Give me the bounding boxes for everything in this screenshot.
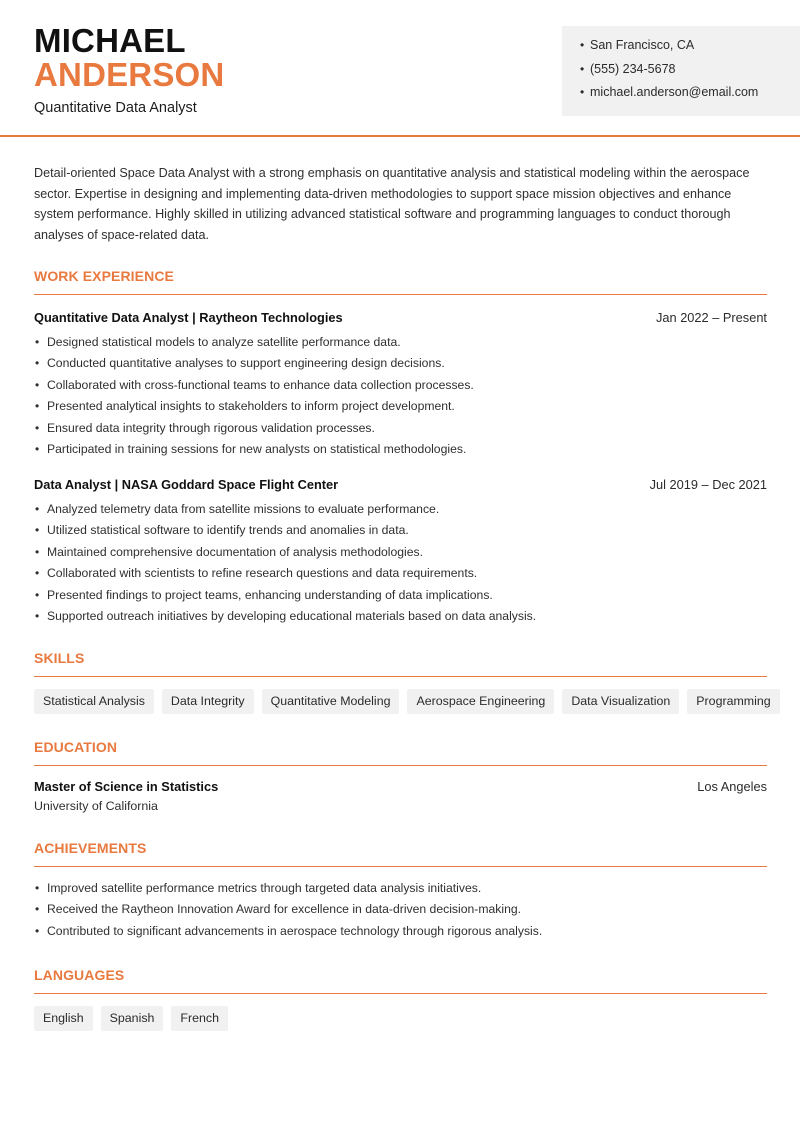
language-tag: French [171,1006,228,1031]
education-heading: EDUCATION [34,739,118,755]
contact-phone [580,61,800,85]
section-divider [34,993,767,994]
list-item: • Presented analytical insights to stakeholders to inform project development. [34,396,767,417]
contact-email [580,84,800,108]
contact-box [562,26,800,116]
skill-tag: Data Visualization [562,689,679,714]
skill-tag: Quantitative Modeling [262,689,400,714]
list-item: • Designed statistical models to analyze satellite performance data. [34,332,767,353]
list-item: • Collaborated with cross-functional teams to enhance data collection processes. [34,375,767,396]
list-item: • Improved satellite performance metrics through targeted data analysis initiatives. [34,878,767,899]
list-item: • Participated in training sessions for new analysts on statistical methodologies. [34,439,767,460]
list-item: • Conducted quantitative analyses to support engineering design decisions. [34,353,767,374]
contact-location [580,37,800,61]
phone-text: (555) 234-5678 [590,61,676,76]
job-header [34,310,767,325]
professional-summary: Detail-oriented Space Data Analyst with a strong emphasis on quantitative analysis and statistical modeling within the aerospace sector. Expertise in designing and implementing data-driven methodologies to support space mission objectives and enhance system performance. Highly skilled in utilizing advanced statistical software and programming languages to conduct thorough analyses of space-related data. [34,166,750,242]
job-dates: Jan 2022 – Present [656,310,767,325]
bullet-icon: • [580,38,585,52]
list-item: • Contributed to significant advancements in aerospace technology through rigorous analysis. [34,921,767,942]
list-item: • Analyzed telemetry data from satellite missions to evaluate performance. [34,499,767,520]
email-text: michael.anderson@email.com [590,85,759,99]
languages-heading: LANGUAGES [34,967,125,983]
education-header [34,779,767,794]
section-divider [34,676,767,677]
list-item: • Collaborated with scientists to refine research questions and data requirements. [34,563,767,584]
bullet-icon: • [580,85,585,99]
job-dates: Jul 2019 – Dec 2021 [649,477,767,492]
bullet-icon: • [580,61,585,76]
skill-tag: Programming [687,689,779,714]
location-text: San Francisco, CA [590,38,695,52]
languages-list [34,1006,228,1031]
skill-tag: Aerospace Engineering [407,689,554,714]
list-item: • Ensured data integrity through rigorous validation processes. [34,418,767,439]
job-bullets [34,499,767,627]
list-item: • Maintained comprehensive documentation of analysis methodologies. [34,542,767,563]
first-name: MICHAEL [34,22,186,59]
job-role: Data Analyst | NASA Goddard Space Flight Center [34,477,339,492]
skill-tag: Data Integrity [162,689,254,714]
achievements-list [34,878,767,942]
job-bullets [34,332,767,460]
job-header [34,477,767,492]
skills-heading: SKILLS [34,650,85,666]
resume-header [0,0,800,137]
job-role: Quantitative Data Analyst | Raytheon Technologies [34,310,343,325]
section-divider [34,294,767,295]
language-tag: English [34,1006,93,1031]
list-item: • Supported outreach initiatives by developing educational materials based on data analysis. [34,606,767,627]
list-item: • Presented findings to project teams, enhancing understanding of data implications. [34,585,767,606]
skills-list [34,689,780,714]
job-title: Quantitative Data Analyst [34,100,197,116]
last-name: ANDERSON [34,56,225,93]
degree: Master of Science in Statistics [34,779,219,794]
full-name [34,24,224,92]
work-experience-heading: WORK EXPERIENCE [34,268,174,284]
section-divider [34,765,767,766]
list-item: • Received the Raytheon Innovation Award for excellence in data-driven decision-making. [34,899,767,920]
language-tag: Spanish [101,1006,164,1031]
skill-tag: Statistical Analysis [34,689,154,714]
school-name: University of California [34,799,158,813]
education-location: Los Angeles [697,779,767,794]
section-divider [34,866,767,867]
achievements-heading: ACHIEVEMENTS [34,840,147,856]
list-item: • Utilized statistical software to identify trends and anomalies in data. [34,520,767,541]
